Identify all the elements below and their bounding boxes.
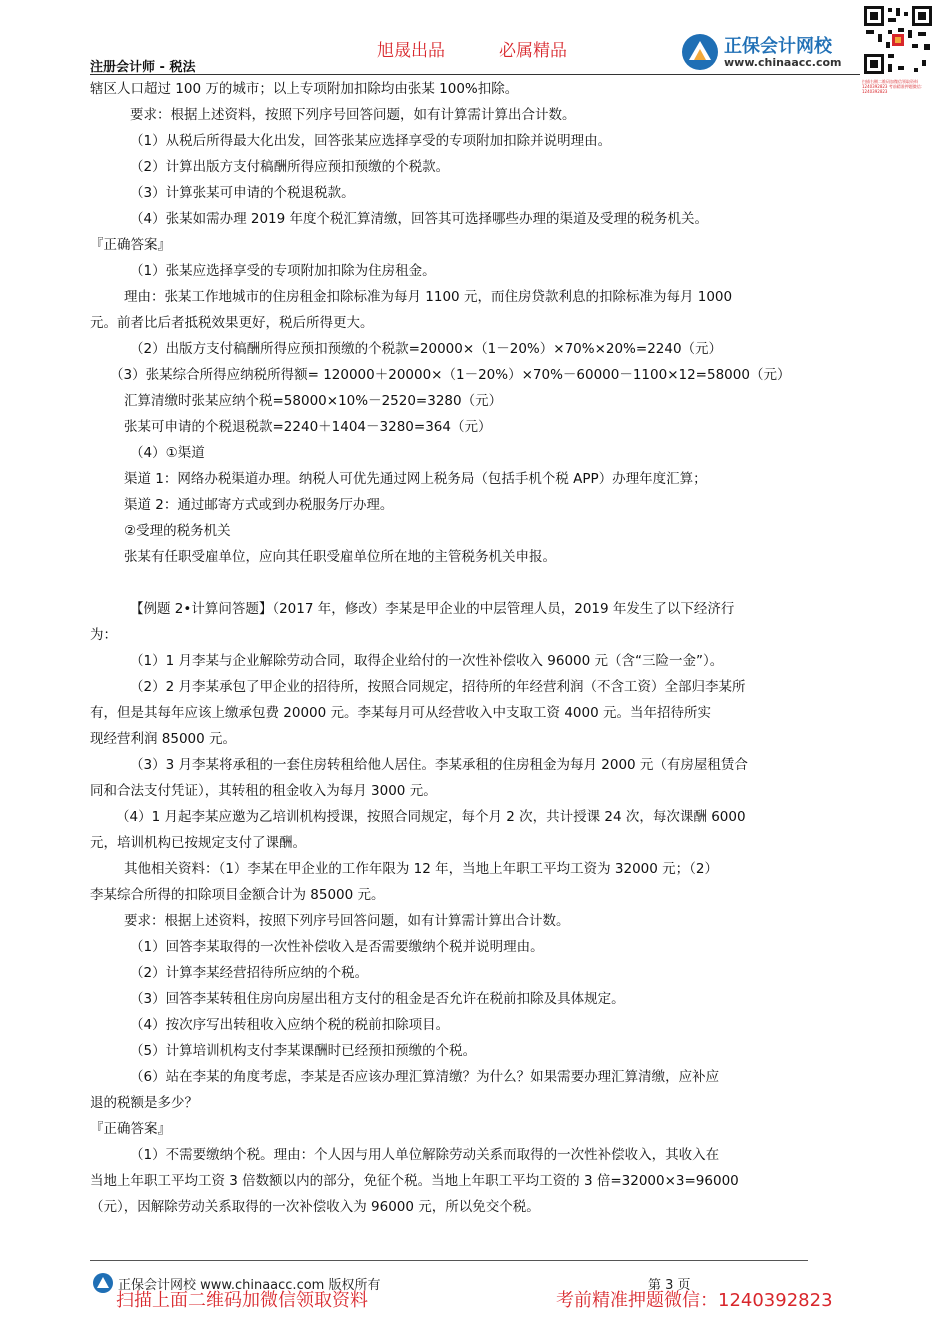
text-line: 渠道 1：网络办税渠道办理。纳税人可优先通过网上税务局（包括手机个税 APP）办理年度汇算；	[124, 471, 707, 487]
text-line: 渠道 2：通过邮寄方式或到办税服务厅办理。	[124, 497, 394, 513]
text-line: （1）不需要缴纳个税。理由：个人因与用人单位解除劳动关系而取得的一次性补偿收入，其收入在	[130, 1147, 720, 1163]
text-line: （4）按次序写出转租收入应纳个税的税前扣除项目。	[130, 1017, 450, 1033]
text-line: 『正确答案』	[90, 1121, 171, 1137]
text-line: 为：	[90, 627, 117, 643]
text-line: （6）站在李某的角度考虑，李某是否应该办理汇算清缴？为什么？如果需要办理汇算清缴，应补应	[130, 1069, 720, 1085]
text-line: （2）计算出版方支付稿酬所得应预扣预缴的个税款。	[130, 159, 450, 175]
text-line: 汇算清缴时张某应纳个税=58000×10%－2520=3280（元）	[124, 393, 503, 409]
text-line: （4）张某如需办理 2019 年度个税汇算清缴，回答其可选择哪些办理的渠道及受理的税务机关。	[130, 211, 709, 227]
text-line: 张某有任职受雇单位，应向其任职受雇单位所在地的主管税务机关申报。	[124, 549, 556, 565]
footer-divider	[90, 1260, 808, 1261]
text-line: 元。前者比后者抵税效果更好，税后所得更大。	[90, 315, 374, 331]
brand-logo	[680, 30, 852, 74]
text-line: （2）出版方支付稿酬所得应预扣预缴的个税款=20000×（1－20%）×70%×20%=2240（元）	[130, 341, 723, 357]
text-line: （1）从税后所得最大化出发，回答张某应选择享受的专项附加扣除并说明理由。	[130, 133, 612, 149]
text-line: 当地上年职工平均工资 3 倍数额以内的部分，免征个税。当地上年职工平均工资的 3 倍=32000×3=96000	[90, 1173, 739, 1189]
qr-code-icon	[862, 4, 934, 76]
text-line: （2）2 月李某承包了甲企业的招待所，按照合同规定，招待所的年经营利润（不含工资）全部归李某所	[130, 679, 746, 695]
text-line: （3）张某综合所得应纳税所得额= 120000＋20000×（1－20%）×70%－60000－1100×12=58000（元）	[110, 367, 791, 383]
header-divider	[90, 74, 860, 75]
brand-logo-icon	[680, 32, 720, 72]
footer-promo-left: 扫描上面二维码加微信领取资料	[116, 1290, 368, 1311]
text-line: （2）计算李某经营招待所应纳的个税。	[130, 965, 369, 981]
text-line: 辖区人口超过 100 万的城市；以上专项附加扣除均由张某 100%扣除。	[90, 81, 519, 97]
text-line: （3）3 月李某将承租的一套住房转租给他人居住。李某承租的住房租金为每月 2000 元（有房屋租赁合	[130, 757, 748, 773]
text-line: ②受理的税务机关	[124, 523, 231, 539]
text-line: 张某可申请的个税退税款=2240＋1404－3280=364（元）	[124, 419, 492, 435]
text-line: 要求：根据上述资料，按照下列序号回答问题，如有计算需计算出合计数。	[130, 107, 576, 123]
qr-caption: 扫描右侧二维码加微信领取资料 1240392823 考前精准押题微信：1240392823	[862, 79, 925, 94]
text-line: 有，但是其每年应该上缴承包费 20000 元。李某每月可从经营收入中支取工资 4000 元。当年招待所实	[90, 705, 711, 721]
text-line: （1）回答李某取得的一次性补偿收入是否需要缴纳个税并说明理由。	[130, 939, 544, 955]
text-line: 要求：根据上述资料，按照下列序号回答问题，如有计算需计算出合计数。	[124, 913, 570, 929]
text-line: （元），因解除劳动关系取得的一次补偿收入为 96000 元，所以免交个税。	[90, 1199, 540, 1215]
text-line: （1）张某应选择享受的专项附加扣除为住房租金。	[130, 263, 436, 279]
text-line: 现经营利润 85000 元。	[90, 731, 237, 747]
blank-line	[90, 570, 860, 596]
text-line: （3）回答李某转租住房向房屋出租方支付的租金是否允许在税前扣除及具体规定。	[130, 991, 625, 1007]
text-line: （4）①渠道	[130, 445, 205, 461]
text-line: 其他相关资料：（1）李某在甲企业的工作年限为 12 年，当地上年职工平均工资为 32000 元；（2）	[124, 861, 718, 877]
header-slogan-right: 必属精品	[499, 41, 567, 61]
document-body	[90, 76, 860, 1220]
text-line: 【例题 2•计算问答题】（2017 年，修改）李某是甲企业的中层管理人员，2019 年发生了以下经济行	[130, 601, 735, 617]
text-line: 『正确答案』	[90, 237, 171, 253]
text-line: 李某综合所得的扣除项目金额合计为 85000 元。	[90, 887, 385, 903]
footer-copyright: 正保会计网校 www.chinaacc.com 版权所有	[118, 1278, 381, 1293]
text-line: （4）1 月起李某应邀为乙培训机构授课，按照合同规定，每个月 2 次，共计授课 24 次，每次课酬 6000	[116, 809, 746, 825]
text-line: 理由：张某工作地城市的住房租金扣除标准为每月 1100 元，而住房贷款利息的扣除标准为每月 1000	[124, 289, 733, 305]
text-line: 退的税额是多少？	[90, 1095, 198, 1111]
text-line: （5）计算培训机构支付李某课酬时已经预扣预缴的个税。	[130, 1043, 477, 1059]
text-line: 同和合法支付凭证），其转租的租金收入为每月 3000 元。	[90, 783, 437, 799]
course-title: 注册会计师 - 税法	[90, 60, 196, 75]
text-line: （1）1 月李某与企业解除劳动合同，取得企业给付的一次性补偿收入 96000 元（含“三险一金”）。	[130, 653, 724, 669]
header-slogan-left: 旭晟出品	[377, 41, 445, 61]
page-number: 第 3 页	[648, 1278, 691, 1293]
brand-name: 正保会计网校	[724, 36, 832, 57]
footer-promo-right: 考前精准押题微信：1240392823	[556, 1290, 833, 1311]
page-footer	[0, 1264, 950, 1344]
text-line: 元，培训机构已按规定支付了课酬。	[90, 835, 306, 851]
text-line: （3）计算张某可申请的个税退税款。	[130, 185, 355, 201]
footer-logo-icon	[92, 1272, 114, 1294]
brand-url: www.chinaacc.com	[724, 56, 842, 69]
